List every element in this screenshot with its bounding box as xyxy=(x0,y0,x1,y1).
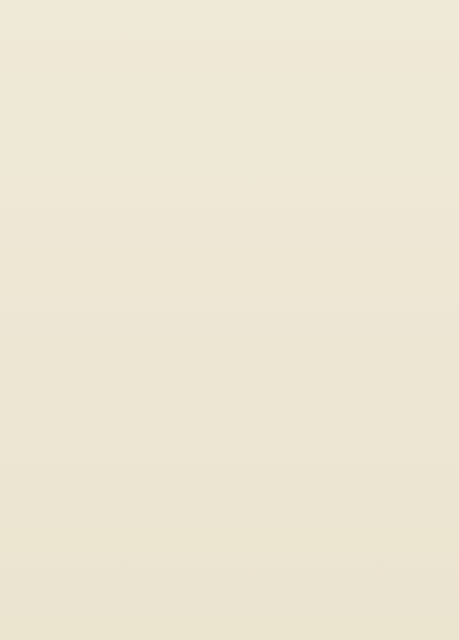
page-body xyxy=(88,50,413,66)
